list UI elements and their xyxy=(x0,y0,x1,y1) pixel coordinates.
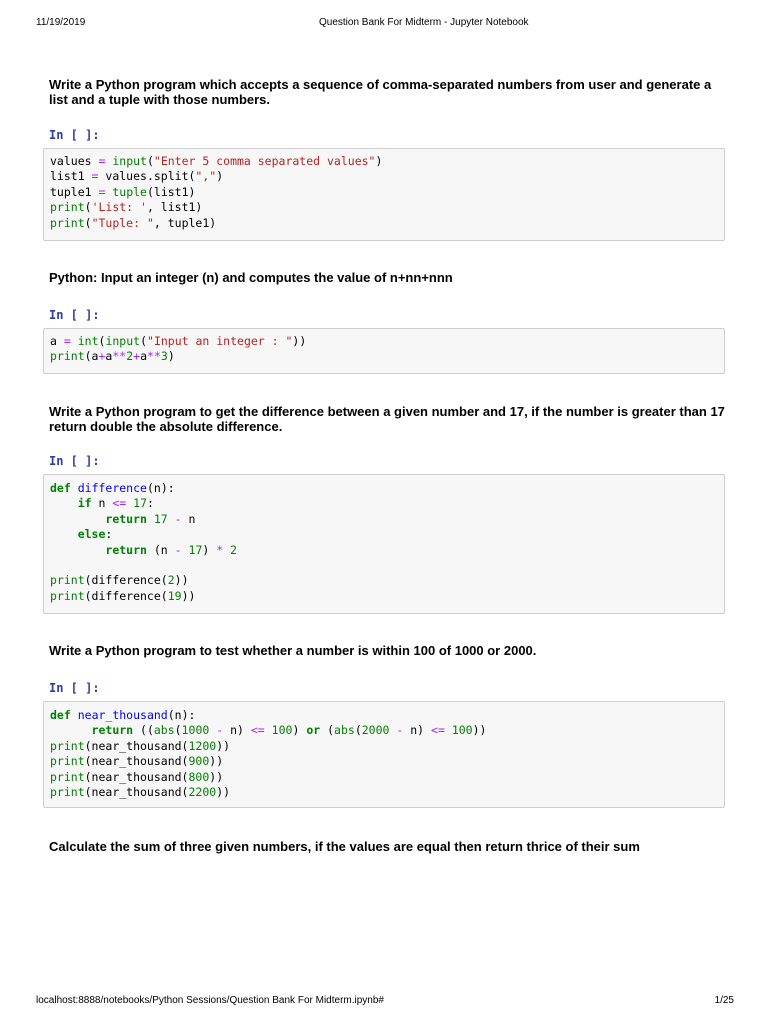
code-token: ) xyxy=(202,542,217,557)
code-token: 2200 xyxy=(188,784,217,799)
code-token: print xyxy=(50,769,85,784)
code-token: values.split( xyxy=(98,169,196,184)
code-token: print xyxy=(50,738,85,753)
code-line xyxy=(50,185,382,200)
question-5: Calculate the sum of three given numbers, if the values are equal then return thrice of their sum xyxy=(49,839,640,854)
input-prompt-4: In [ ]: xyxy=(49,681,100,695)
code-editor-3[interactable] xyxy=(50,481,237,604)
code-token: (list1) xyxy=(146,184,196,199)
code-token: input xyxy=(112,154,147,168)
code-token: print xyxy=(50,588,85,603)
code-token: ( xyxy=(84,215,92,230)
code-token: 1200 xyxy=(188,738,217,753)
code-line xyxy=(50,169,382,184)
print-date: 11/19/2019 xyxy=(36,17,86,28)
code-token: return xyxy=(105,542,147,557)
code-line xyxy=(50,349,306,364)
code-token: ) xyxy=(216,169,224,184)
code-token: )) xyxy=(292,334,307,348)
code-token: = xyxy=(63,334,71,348)
code-token: ( xyxy=(98,334,106,348)
code-token: difference xyxy=(77,481,147,495)
code-token: or xyxy=(306,723,321,738)
code-token: 900 xyxy=(188,754,210,769)
code-token: 17 xyxy=(133,496,147,511)
code-token: (near_thousand( xyxy=(84,754,189,769)
code-token: (n xyxy=(146,542,175,557)
code-token: (near_thousand( xyxy=(84,784,189,799)
code-line xyxy=(50,481,237,496)
code-token: )) xyxy=(174,573,189,588)
code-token: abs xyxy=(334,723,355,738)
code-token: ( xyxy=(140,334,148,348)
code-line xyxy=(50,512,237,527)
code-cell-1[interactable] xyxy=(43,148,725,241)
code-token: (near_thousand( xyxy=(84,769,189,784)
code-token: <= xyxy=(250,723,265,738)
code-token: tuple xyxy=(112,184,147,199)
code-cell-3[interactable] xyxy=(43,474,725,614)
code-line xyxy=(50,723,486,738)
code-token: <= xyxy=(431,723,445,738)
code-token: - xyxy=(174,542,182,557)
code-token: abs xyxy=(153,723,175,738)
question-3: Write a Python program to get the difference between a given number and 17, if the number is greater than 17 return double the absolute difference. xyxy=(49,404,725,434)
code-token: (difference( xyxy=(84,573,168,588)
code-token: + xyxy=(98,349,106,364)
code-token: 1000 xyxy=(181,723,210,738)
code-token: ( xyxy=(146,154,154,168)
code-token: int xyxy=(77,334,99,348)
code-line xyxy=(50,543,237,558)
code-token: print xyxy=(50,573,85,588)
question-4: Write a Python program to test whether a number is within 100 of 1000 or 2000. xyxy=(49,643,537,658)
code-token xyxy=(50,512,105,526)
code-token: if xyxy=(77,496,92,511)
code-line xyxy=(50,589,237,604)
code-token: : xyxy=(147,496,154,511)
code-line xyxy=(50,558,237,573)
code-token: = xyxy=(98,154,106,168)
code-token: )) xyxy=(181,588,196,603)
code-token: - xyxy=(216,723,224,738)
code-token: tuple1 xyxy=(50,184,99,199)
code-token: 'List: ' xyxy=(91,200,147,215)
code-token: 2000 xyxy=(361,723,390,738)
input-prompt-3: In [ ]: xyxy=(49,454,100,468)
code-token: return xyxy=(105,511,147,526)
page-number: 1/25 xyxy=(714,995,734,1006)
code-token: values xyxy=(50,154,99,168)
code-token: a xyxy=(140,349,148,364)
code-token: = xyxy=(98,184,106,199)
code-token: ( xyxy=(84,200,92,215)
code-token: n) xyxy=(403,723,432,738)
code-token: 19 xyxy=(167,588,182,603)
code-token: print xyxy=(50,784,85,799)
code-line xyxy=(50,739,486,754)
code-token: "Tuple: " xyxy=(91,215,154,230)
code-token: (a xyxy=(84,349,99,364)
code-token: )) xyxy=(472,723,487,738)
code-token: (n): xyxy=(146,481,175,495)
code-line xyxy=(50,200,382,215)
code-token: "Enter 5 comma separated values" xyxy=(153,154,376,168)
code-token xyxy=(182,543,189,557)
question-2: Python: Input an integer (n) and computes the value of n+nn+nnn xyxy=(49,270,453,285)
code-token: near_thousand xyxy=(77,708,168,722)
code-line xyxy=(50,785,486,800)
code-token: ) xyxy=(292,723,307,738)
code-token: , tuple1) xyxy=(153,215,217,230)
input-prompt-2: In [ ]: xyxy=(49,308,100,322)
code-token: 100 xyxy=(451,723,473,738)
code-token xyxy=(445,723,452,737)
code-token: (n): xyxy=(167,708,196,722)
code-line xyxy=(50,216,382,231)
code-line xyxy=(50,770,486,785)
code-token xyxy=(50,543,105,557)
code-token: ( xyxy=(354,723,362,738)
code-token xyxy=(50,527,78,541)
code-token: ) xyxy=(167,349,175,364)
code-token: )) xyxy=(216,738,231,753)
code-token: else xyxy=(77,527,106,542)
code-token xyxy=(147,512,154,526)
code-token xyxy=(71,334,78,348)
code-editor-4[interactable] xyxy=(50,708,486,800)
code-token: (near_thousand( xyxy=(84,738,189,753)
code-token: = xyxy=(91,169,99,184)
code-token: a xyxy=(50,334,64,348)
code-token: 2 xyxy=(230,542,238,557)
code-token: )) xyxy=(209,754,224,769)
code-token: (difference( xyxy=(84,588,168,603)
code-line xyxy=(50,496,237,511)
code-token: ) xyxy=(375,154,383,168)
code-line xyxy=(50,154,382,169)
print-title: Question Bank For Midterm - Jupyter Notebook xyxy=(319,17,529,28)
code-token: , list1) xyxy=(146,200,203,215)
input-prompt-1: In [ ]: xyxy=(49,128,100,142)
code-token: * xyxy=(216,542,224,557)
code-token: 100 xyxy=(271,723,293,738)
code-token: def xyxy=(50,481,71,495)
print-url: localhost:8888/notebooks/Python Sessions/Question Bank For Midterm.ipynb# xyxy=(36,995,384,1006)
code-token: "Input an integer : " xyxy=(147,334,293,348)
code-token: 2 xyxy=(167,573,175,588)
code-cell-4[interactable] xyxy=(43,701,725,808)
code-line xyxy=(50,334,306,349)
code-token: input xyxy=(105,334,141,348)
code-token xyxy=(71,708,78,722)
code-token: + xyxy=(133,349,141,364)
question-1: Write a Python program which accepts a sequence of comma-separated numbers from user and generate a list and a tuple with those numbers. xyxy=(49,77,712,107)
code-token: n) xyxy=(223,723,251,738)
code-token: )) xyxy=(216,784,231,799)
code-token: n xyxy=(181,511,196,526)
code-token: 800 xyxy=(188,769,210,784)
code-editor-1[interactable] xyxy=(50,154,382,231)
code-token: ( xyxy=(320,723,335,738)
code-token: - xyxy=(396,723,404,738)
code-token: "," xyxy=(195,169,217,184)
code-token: : xyxy=(105,527,113,542)
code-token: (( xyxy=(133,723,154,738)
code-line xyxy=(50,754,486,769)
code-token xyxy=(168,512,175,526)
code-token: )) xyxy=(209,769,224,784)
code-token: a xyxy=(105,349,113,364)
code-token: 2 xyxy=(126,349,134,364)
code-token: - xyxy=(174,511,182,526)
code-token xyxy=(71,481,78,495)
code-token: print xyxy=(50,754,85,769)
code-token: <= xyxy=(112,496,127,511)
code-line xyxy=(50,708,486,723)
code-token: return xyxy=(91,723,134,738)
code-cell-2[interactable] xyxy=(43,328,725,374)
code-line xyxy=(50,527,237,542)
code-token: 17 xyxy=(188,542,203,557)
code-token xyxy=(50,723,92,737)
code-token: 3 xyxy=(160,349,168,364)
code-token: print xyxy=(50,215,85,230)
code-token: list1 xyxy=(50,169,92,184)
code-editor-2[interactable] xyxy=(50,334,306,365)
code-token xyxy=(50,496,78,510)
code-token xyxy=(265,723,272,737)
code-token: ( xyxy=(174,723,182,738)
code-token: n xyxy=(91,496,113,511)
code-token: ** xyxy=(147,349,161,364)
code-token: ** xyxy=(112,349,127,364)
code-line xyxy=(50,573,237,588)
code-token: def xyxy=(50,708,71,722)
code-token: print xyxy=(50,200,85,215)
code-token: 17 xyxy=(153,511,168,526)
code-token: print xyxy=(50,349,85,364)
